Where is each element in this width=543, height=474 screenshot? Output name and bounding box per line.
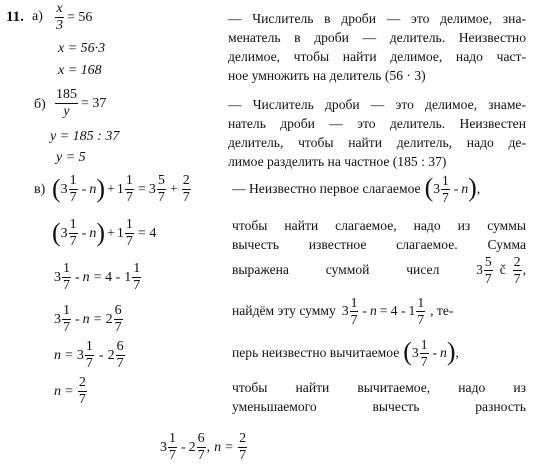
part-b-explain-line: натель дроби — это делитель. Неизвестен [228,116,526,131]
part-c-explain-line-6: перь неизвестно вычитаемое ( 3 $\frac{1}{7}$ - n ) , [232,337,459,369]
part-b-explain-line: — Числитель дроби — это делимое, знаме- [228,97,526,112]
fraction: $\frac{x}{3}$ [56,1,63,33]
part-c-equation-2: ( 3 $\frac{1}{7}$ - n ) + 1 $\frac{1}{7}$ = 4 [52,217,157,249]
part-a-explain-line: — Числитель в дроби — это делимое, зна- [228,11,526,26]
part-c-equation-3: 3 $\frac{1}{7}$ - n = 4 - 1 $\frac{1}{7}$ [54,261,141,293]
part-c-equation-4: 3 $\frac{1}{7}$ - n = 2 $\frac{6}{7}$ [54,303,122,335]
task-number: 11. [6,9,24,25]
part-a-equation-2: x = 56∙3 [58,41,106,56]
part-c-explain-line-4: выражена суммой чисел 3 $\frac{5}{7}$ č $\frac{2}{7}$ , [232,253,526,286]
part-b-label: б) [34,97,46,112]
part-c-explain-line-3: вычесть известное слагаемое. Сумма [232,237,526,252]
part-a-equation-1: $\frac{x}{3}$ = 56 [56,1,93,33]
fraction: $\frac{185}{y}$ [56,87,77,119]
part-c-label: в) [34,182,46,197]
part-a-explain-line: менатель в дроби — делитель. Неизвестно [228,30,526,45]
part-c-equation-6: n = $\frac{2}{7}$ [54,375,86,407]
part-a-explain-line: делимое, чтобы найти делимое, надо част- [228,49,526,64]
part-b-equation-2: y = 185 : 37 [50,129,120,144]
part-c-equation-5: n = 3 $\frac{1}{7}$ - 2 $\frac{6}{7}$ [54,339,124,371]
part-c-explain-line-2: чтобы найти слагаемое, надо из суммы [232,218,526,233]
part-b-explain-line: лимое разделить на частное (185 : 37) [228,154,447,169]
part-a-explain-line: ное умножить на делитель (56 · 3) [228,68,426,83]
part-c-explain-line-7: чтобы найти вычитаемое, надо из [232,380,526,395]
part-c-equation-1: ( 3 $\frac{1}{7}$ - n ) + 1 $\frac{1}{7}$ = 3 $\frac{5}{7}$ + $\frac{2}{7}$ [52,173,190,205]
part-b-equation-3: y = 5 [56,150,86,165]
part-a-equation-3: x = 168 [58,63,102,78]
part-c-bottom-expression: 3 $\frac{1}{7}$ - 2 $\frac{6}{7}$ , n = $\frac{2}{7}$ [160,431,247,463]
part-b-equation-1: $\frac{185}{y}$ = 37 [56,87,107,119]
part-c-explain-line-8: уменьшаемого вычесть разность [232,399,526,414]
part-c-explain-line-5: найдём эту сумму 3 $\frac{1}{7}$ - n = 4 - 1 $\frac{1}{7}$ , те- [232,295,454,327]
part-b-explain-line: делитель, чтобы найти делитель, надо де- [228,135,526,150]
part-c-explain-line-1: — Неизвестно первое слагаемое ( 3 $\frac{1}{7}$ - n ) , [232,173,481,205]
part-a-label: а) [32,9,43,24]
